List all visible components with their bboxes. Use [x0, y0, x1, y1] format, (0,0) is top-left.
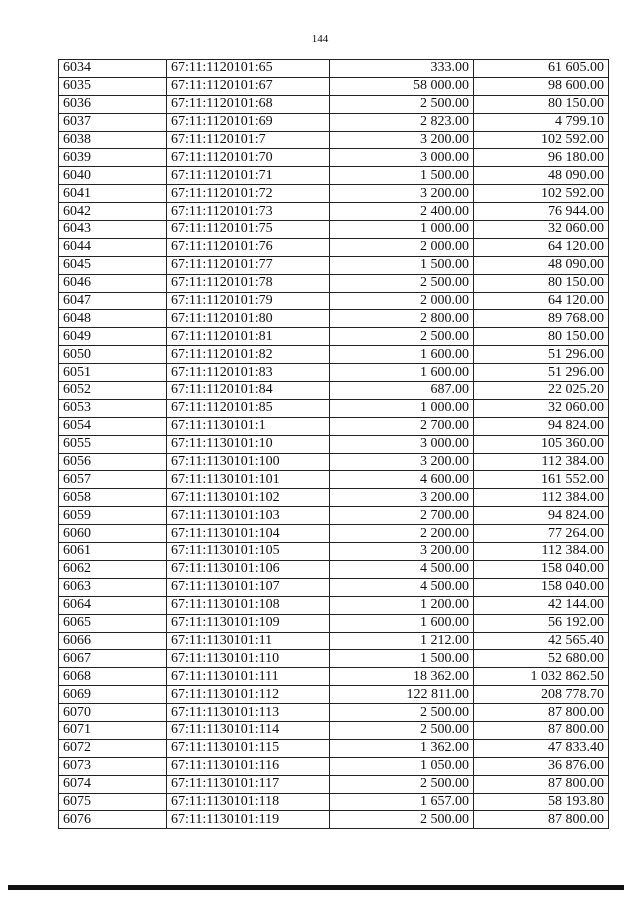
table-row — [59, 471, 609, 489]
area-cell: 1 050.00 — [330, 757, 474, 775]
cadastral-number-cell: 67:11:1130101:115 — [167, 739, 330, 757]
row-number-cell: 6064 — [59, 596, 167, 614]
area-cell: 1 362.00 — [330, 739, 474, 757]
table-row — [59, 525, 609, 543]
cadastral-number-cell: 67:11:1130101:116 — [167, 757, 330, 775]
area-cell: 1 212.00 — [330, 632, 474, 650]
value-cell: 4 799.10 — [474, 113, 609, 131]
value-cell: 161 552.00 — [474, 471, 609, 489]
row-number-cell: 6061 — [59, 543, 167, 561]
row-number-cell: 6039 — [59, 149, 167, 167]
table-row — [59, 560, 609, 578]
area-cell: 3 200.00 — [330, 489, 474, 507]
row-number-cell: 6045 — [59, 256, 167, 274]
area-cell: 3 200.00 — [330, 131, 474, 149]
row-number-cell: 6063 — [59, 578, 167, 596]
table-row — [59, 328, 609, 346]
area-cell: 1 000.00 — [330, 399, 474, 417]
cadastral-number-cell: 67:11:1130101:106 — [167, 560, 330, 578]
value-cell: 98 600.00 — [474, 77, 609, 95]
table-row — [59, 489, 609, 507]
table-row — [59, 811, 609, 829]
cadastral-number-cell: 67:11:1120101:72 — [167, 185, 330, 203]
cadastral-number-cell: 67:11:1130101:108 — [167, 596, 330, 614]
cadastral-number-cell: 67:11:1120101:83 — [167, 364, 330, 382]
area-cell: 1 500.00 — [330, 650, 474, 668]
row-number-cell: 6056 — [59, 453, 167, 471]
table-row — [59, 596, 609, 614]
value-cell: 96 180.00 — [474, 149, 609, 167]
cadastral-number-cell: 67:11:1130101:110 — [167, 650, 330, 668]
row-number-cell: 6035 — [59, 77, 167, 95]
cadastral-number-cell: 67:11:1120101:67 — [167, 77, 330, 95]
area-cell: 122 811.00 — [330, 686, 474, 704]
row-number-cell: 6038 — [59, 131, 167, 149]
row-number-cell: 6066 — [59, 632, 167, 650]
row-number-cell: 6062 — [59, 560, 167, 578]
cadastral-number-cell: 67:11:1120101:84 — [167, 382, 330, 400]
table-body — [59, 60, 609, 829]
cadastral-number-cell: 67:11:1130101:1 — [167, 417, 330, 435]
value-cell: 51 296.00 — [474, 364, 609, 382]
value-cell: 158 040.00 — [474, 560, 609, 578]
value-cell: 102 592.00 — [474, 185, 609, 203]
value-cell: 36 876.00 — [474, 757, 609, 775]
area-cell: 2 823.00 — [330, 113, 474, 131]
row-number-cell: 6059 — [59, 507, 167, 525]
value-cell: 87 800.00 — [474, 811, 609, 829]
table-row — [59, 149, 609, 167]
area-cell: 4 500.00 — [330, 560, 474, 578]
table-row — [59, 167, 609, 185]
area-cell: 2 200.00 — [330, 525, 474, 543]
value-cell: 22 025.20 — [474, 382, 609, 400]
area-cell: 2 500.00 — [330, 811, 474, 829]
value-cell: 89 768.00 — [474, 310, 609, 328]
cadastral-number-cell: 67:11:1120101:69 — [167, 113, 330, 131]
row-number-cell: 6070 — [59, 704, 167, 722]
page-number: 144 — [311, 33, 329, 45]
value-cell: 208 778.70 — [474, 686, 609, 704]
cadastral-number-cell: 67:11:1120101:82 — [167, 346, 330, 364]
table-row — [59, 632, 609, 650]
value-cell: 94 824.00 — [474, 507, 609, 525]
area-cell: 2 800.00 — [330, 310, 474, 328]
row-number-cell: 6053 — [59, 399, 167, 417]
value-cell: 1 032 862.50 — [474, 668, 609, 686]
area-cell: 2 000.00 — [330, 238, 474, 256]
cadastral-number-cell: 67:11:1120101:77 — [167, 256, 330, 274]
row-number-cell: 6075 — [59, 793, 167, 811]
area-cell: 1 200.00 — [330, 596, 474, 614]
row-number-cell: 6049 — [59, 328, 167, 346]
cadastral-number-cell: 67:11:1130101:103 — [167, 507, 330, 525]
area-cell: 333.00 — [330, 60, 474, 78]
area-cell: 1 600.00 — [330, 364, 474, 382]
table-row — [59, 292, 609, 310]
cadastral-number-cell: 67:11:1130101:111 — [167, 668, 330, 686]
row-number-cell: 6065 — [59, 614, 167, 632]
row-number-cell: 6052 — [59, 382, 167, 400]
cadastral-number-cell: 67:11:1120101:76 — [167, 238, 330, 256]
table-row — [59, 399, 609, 417]
cadastral-number-cell: 67:11:1130101:102 — [167, 489, 330, 507]
row-number-cell: 6067 — [59, 650, 167, 668]
value-cell: 94 824.00 — [474, 417, 609, 435]
cadastral-number-cell: 67:11:1120101:81 — [167, 328, 330, 346]
table-row — [59, 77, 609, 95]
cadastral-number-cell: 67:11:1130101:117 — [167, 775, 330, 793]
value-cell: 42 565.40 — [474, 632, 609, 650]
area-cell: 2 500.00 — [330, 328, 474, 346]
value-cell: 64 120.00 — [474, 292, 609, 310]
area-cell: 2 700.00 — [330, 507, 474, 525]
value-cell: 64 120.00 — [474, 238, 609, 256]
cadastral-number-cell: 67:11:1130101:104 — [167, 525, 330, 543]
cadastral-number-cell: 67:11:1120101:75 — [167, 221, 330, 239]
value-cell: 102 592.00 — [474, 131, 609, 149]
area-cell: 2 700.00 — [330, 417, 474, 435]
value-cell: 32 060.00 — [474, 399, 609, 417]
row-number-cell: 6046 — [59, 274, 167, 292]
area-cell: 58 000.00 — [330, 77, 474, 95]
table-row — [59, 721, 609, 739]
value-cell: 47 833.40 — [474, 739, 609, 757]
cadastral-number-cell: 67:11:1130101:112 — [167, 686, 330, 704]
area-cell: 3 200.00 — [330, 543, 474, 561]
value-cell: 112 384.00 — [474, 489, 609, 507]
table-row — [59, 60, 609, 78]
row-number-cell: 6076 — [59, 811, 167, 829]
area-cell: 2 500.00 — [330, 775, 474, 793]
table-row — [59, 614, 609, 632]
value-cell: 56 192.00 — [474, 614, 609, 632]
area-cell: 2 400.00 — [330, 203, 474, 221]
cadastral-number-cell: 67:11:1130101:113 — [167, 704, 330, 722]
area-cell: 18 362.00 — [330, 668, 474, 686]
bottom-divider — [8, 885, 624, 890]
row-number-cell: 6071 — [59, 721, 167, 739]
value-cell: 80 150.00 — [474, 328, 609, 346]
value-cell: 158 040.00 — [474, 578, 609, 596]
area-cell: 1 500.00 — [330, 256, 474, 274]
row-number-cell: 6074 — [59, 775, 167, 793]
cadastral-number-cell: 67:11:1120101:70 — [167, 149, 330, 167]
row-number-cell: 6060 — [59, 525, 167, 543]
cadastral-number-cell: 67:11:1120101:73 — [167, 203, 330, 221]
row-number-cell: 6069 — [59, 686, 167, 704]
value-cell: 87 800.00 — [474, 775, 609, 793]
cadastral-table — [58, 59, 609, 829]
cadastral-number-cell: 67:11:1130101:119 — [167, 811, 330, 829]
row-number-cell: 6047 — [59, 292, 167, 310]
table-row — [59, 578, 609, 596]
value-cell: 87 800.00 — [474, 704, 609, 722]
table-row — [59, 417, 609, 435]
area-cell: 687.00 — [330, 382, 474, 400]
row-number-cell: 6051 — [59, 364, 167, 382]
table-row — [59, 704, 609, 722]
cadastral-number-cell: 67:11:1130101:114 — [167, 721, 330, 739]
row-number-cell: 6072 — [59, 739, 167, 757]
table-row — [59, 543, 609, 561]
table-row — [59, 364, 609, 382]
value-cell: 52 680.00 — [474, 650, 609, 668]
table-row — [59, 686, 609, 704]
cadastral-number-cell: 67:11:1120101:7 — [167, 131, 330, 149]
area-cell: 4 500.00 — [330, 578, 474, 596]
area-cell: 2 500.00 — [330, 274, 474, 292]
table-row — [59, 757, 609, 775]
table-row — [59, 221, 609, 239]
row-number-cell: 6068 — [59, 668, 167, 686]
row-number-cell: 6073 — [59, 757, 167, 775]
cadastral-number-cell: 67:11:1120101:78 — [167, 274, 330, 292]
table-row — [59, 274, 609, 292]
area-cell: 3 200.00 — [330, 453, 474, 471]
cadastral-number-cell: 67:11:1120101:80 — [167, 310, 330, 328]
cadastral-number-cell: 67:11:1120101:85 — [167, 399, 330, 417]
cadastral-number-cell: 67:11:1130101:109 — [167, 614, 330, 632]
cadastral-number-cell: 67:11:1130101:100 — [167, 453, 330, 471]
table-row — [59, 310, 609, 328]
area-cell: 1 000.00 — [330, 221, 474, 239]
value-cell: 77 264.00 — [474, 525, 609, 543]
area-cell: 1 600.00 — [330, 614, 474, 632]
value-cell: 58 193.80 — [474, 793, 609, 811]
value-cell: 61 605.00 — [474, 60, 609, 78]
cadastral-number-cell: 67:11:1120101:65 — [167, 60, 330, 78]
row-number-cell: 6050 — [59, 346, 167, 364]
table-row — [59, 453, 609, 471]
table-row — [59, 650, 609, 668]
table-row — [59, 113, 609, 131]
value-cell: 105 360.00 — [474, 435, 609, 453]
area-cell: 4 600.00 — [330, 471, 474, 489]
row-number-cell: 6055 — [59, 435, 167, 453]
cadastral-number-cell: 67:11:1130101:118 — [167, 793, 330, 811]
area-cell: 2 000.00 — [330, 292, 474, 310]
cadastral-number-cell: 67:11:1130101:105 — [167, 543, 330, 561]
row-number-cell: 6054 — [59, 417, 167, 435]
row-number-cell: 6058 — [59, 489, 167, 507]
cadastral-number-cell: 67:11:1130101:10 — [167, 435, 330, 453]
area-cell: 1 500.00 — [330, 167, 474, 185]
row-number-cell: 6040 — [59, 167, 167, 185]
row-number-cell: 6057 — [59, 471, 167, 489]
table-row — [59, 95, 609, 113]
table-row — [59, 346, 609, 364]
value-cell: 48 090.00 — [474, 256, 609, 274]
area-cell: 3 200.00 — [330, 185, 474, 203]
area-cell: 1 600.00 — [330, 346, 474, 364]
table-row — [59, 131, 609, 149]
area-cell: 3 000.00 — [330, 435, 474, 453]
row-number-cell: 6043 — [59, 221, 167, 239]
cadastral-number-cell: 67:11:1130101:107 — [167, 578, 330, 596]
table-row — [59, 256, 609, 274]
area-cell: 3 000.00 — [330, 149, 474, 167]
table-row — [59, 435, 609, 453]
row-number-cell: 6041 — [59, 185, 167, 203]
area-cell: 2 500.00 — [330, 95, 474, 113]
area-cell: 1 657.00 — [330, 793, 474, 811]
table-row — [59, 775, 609, 793]
value-cell: 32 060.00 — [474, 221, 609, 239]
value-cell: 112 384.00 — [474, 453, 609, 471]
value-cell: 87 800.00 — [474, 721, 609, 739]
row-number-cell: 6048 — [59, 310, 167, 328]
table-row — [59, 668, 609, 686]
cadastral-number-cell: 67:11:1130101:11 — [167, 632, 330, 650]
area-cell: 2 500.00 — [330, 721, 474, 739]
value-cell: 51 296.00 — [474, 346, 609, 364]
value-cell: 42 144.00 — [474, 596, 609, 614]
table-row — [59, 739, 609, 757]
cadastral-number-cell: 67:11:1120101:79 — [167, 292, 330, 310]
row-number-cell: 6034 — [59, 60, 167, 78]
value-cell: 80 150.00 — [474, 95, 609, 113]
cadastral-number-cell: 67:11:1130101:101 — [167, 471, 330, 489]
table-row — [59, 507, 609, 525]
table-row — [59, 238, 609, 256]
value-cell: 112 384.00 — [474, 543, 609, 561]
value-cell: 48 090.00 — [474, 167, 609, 185]
table-row — [59, 382, 609, 400]
row-number-cell: 6044 — [59, 238, 167, 256]
value-cell: 76 944.00 — [474, 203, 609, 221]
cadastral-number-cell: 67:11:1120101:68 — [167, 95, 330, 113]
value-cell: 80 150.00 — [474, 274, 609, 292]
cadastral-number-cell: 67:11:1120101:71 — [167, 167, 330, 185]
row-number-cell: 6036 — [59, 95, 167, 113]
table-row — [59, 185, 609, 203]
table-row — [59, 203, 609, 221]
row-number-cell: 6037 — [59, 113, 167, 131]
table-row — [59, 793, 609, 811]
row-number-cell: 6042 — [59, 203, 167, 221]
area-cell: 2 500.00 — [330, 704, 474, 722]
